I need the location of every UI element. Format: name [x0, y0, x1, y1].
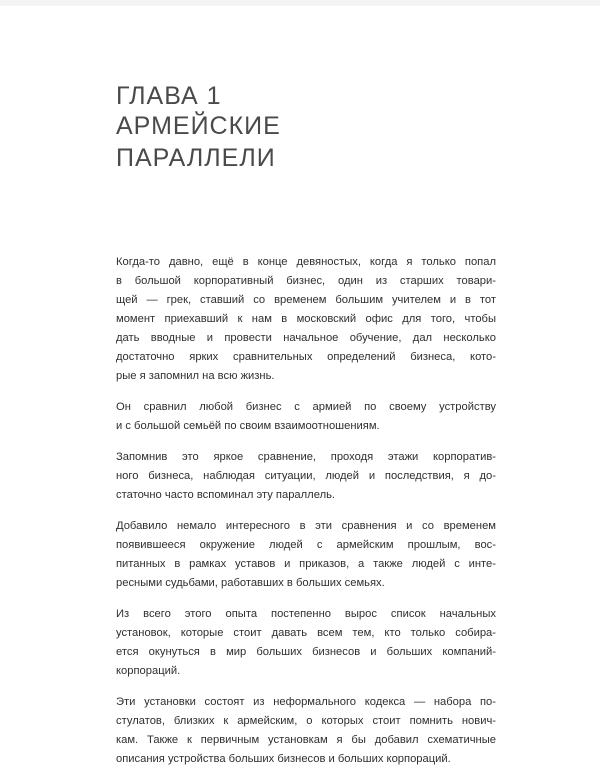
chapter-body [116, 253, 496, 781]
paragraph-line: стулатов, близких к армейским, о которых стоит помнить нович- [116, 715, 496, 727]
paragraph-line: и с большой семьёй по своим взаимоотношениям. [116, 420, 380, 432]
paragraph [116, 693, 496, 769]
paragraph [116, 398, 496, 436]
paragraph-line: достаточно ярких сравнительных определений бизнеса, кото- [116, 351, 496, 363]
paragraph-line: статочно часто вспоминал эту параллель. [116, 489, 336, 501]
paragraph-line: описания устройства больших бизнесов и больших корпораций. [116, 753, 451, 765]
chapter-title-line: АРМЕЙСКИЕ [116, 112, 281, 140]
chapter-title [116, 110, 281, 174]
paragraph-line: Из всего этого опыта постепенно вырос список начальных [116, 608, 496, 620]
paragraph-line: корпораций. [116, 665, 181, 677]
paragraph-line: щей — грек, ставший со временем большим учителем и в тот [116, 294, 496, 306]
paragraph-line: ного бизнеса, наблюдая ситуации, людей и последствия, я до- [116, 470, 496, 482]
paragraph-line: появившееся окружение людей с армейским прошлым, вос- [116, 539, 496, 551]
paragraph-line: момент приехавший к нам в московский офис для того, чтобы [116, 313, 496, 325]
paragraph-line: рые я запомнил на всю жизнь. [116, 370, 275, 382]
paragraph-line: Запомнив это яркое сравнение, проходя этажи корпоратив- [116, 451, 496, 463]
paragraph [116, 253, 496, 386]
paragraph-line: Он сравнил любой бизнес с армией по своему устройству [116, 401, 496, 413]
chapter-title-line: ПАРАЛЛЕЛИ [116, 144, 276, 172]
paragraph-line: Эти установки состоят из неформального кодекса — набора по- [116, 696, 496, 708]
page-top-band [0, 0, 600, 6]
paragraph-line: дать вводные и провести начальное обучение, дал несколько [116, 332, 496, 344]
chapter-number: ГЛАВА 1 [116, 82, 222, 110]
paragraph [116, 605, 496, 681]
paragraph-line: в большой корпоративный бизнес, один из старших товари- [116, 275, 496, 287]
paragraph-line: установок, которые стоит давать всем тем, кто только собира- [116, 627, 496, 639]
paragraph-line: Добавило немало интересного в эти сравнения и со временем [116, 520, 496, 532]
paragraph-line: питанных в рамках уставов и приказов, а также людей с инте- [116, 558, 496, 570]
paragraph-line: Когда-то давно, ещё в конце девяностых, когда я только попал [116, 256, 496, 268]
paragraph-line: ресными судьбами, работавших в больших семьях. [116, 577, 385, 589]
paragraph-line: ется окунуться в мир больших бизнесов и больших компаний- [116, 646, 496, 658]
paragraph [116, 517, 496, 593]
paragraph-line: кам. Также к первичным установкам я бы добавил схематичные [116, 734, 496, 746]
paragraph [116, 448, 496, 505]
